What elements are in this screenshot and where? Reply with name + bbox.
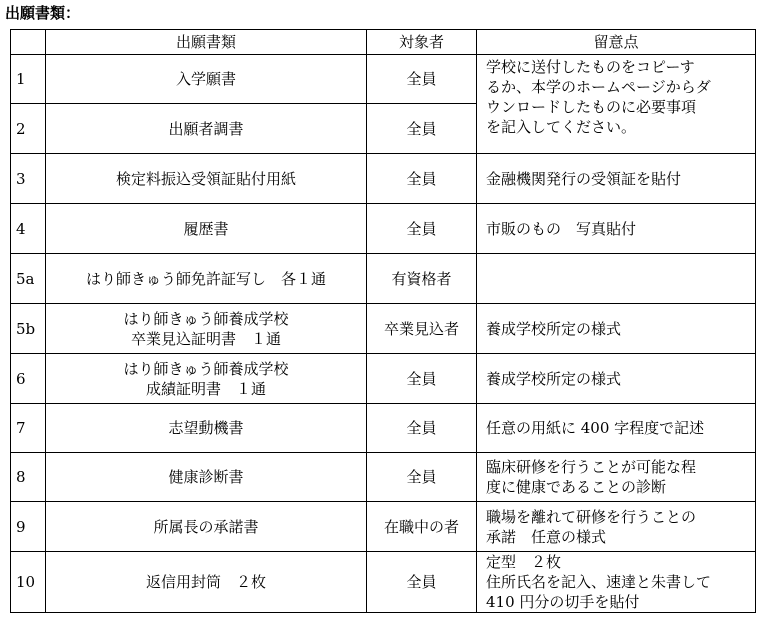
note-line: を記入してください。: [486, 118, 637, 136]
table-row: [11, 204, 756, 254]
document-name-line: 健康診断書: [168, 468, 244, 486]
row-number: 10: [11, 552, 46, 613]
note-line: 度に健康であることの診断: [486, 478, 667, 496]
section-title: 出願書類：: [5, 4, 81, 22]
document-name-line: はり師きゅう師養成学校: [123, 309, 289, 328]
application-documents-table: [10, 29, 756, 613]
row-number: 2: [11, 104, 46, 154]
note: [477, 354, 756, 404]
target-applicant: 全員: [367, 354, 477, 404]
target-applicant: 在職中の者: [367, 502, 477, 552]
header-number: [11, 30, 46, 55]
note-line: 市販のもの 写真貼付: [486, 219, 637, 238]
document-name: [46, 502, 367, 552]
target-applicant: 全員: [367, 55, 477, 104]
document-name-line: 入学願書: [175, 70, 236, 88]
table-row: [11, 502, 756, 552]
note: [477, 154, 756, 204]
table-header-row: [11, 30, 756, 55]
note-line: 養成学校所定の様式: [486, 319, 622, 338]
document-name-line: 返信用封筒 ２枚: [145, 573, 266, 591]
row-number: 8: [11, 453, 46, 502]
row-number: 5b: [11, 304, 46, 354]
document-name-line: 検定料振込受領証貼付用紙: [115, 169, 296, 188]
target-applicant: 卒業見込者: [367, 304, 477, 354]
target-applicant: 全員: [367, 552, 477, 613]
table-row: [11, 453, 756, 502]
row-number: 6: [11, 354, 46, 404]
table-row: [11, 404, 756, 453]
document-name: [46, 404, 367, 453]
row-number: 3: [11, 154, 46, 204]
table-row: [11, 552, 756, 613]
note-line: るか、本学のホームページからダ: [486, 78, 711, 96]
target-applicant: 全員: [367, 453, 477, 502]
table-row: [11, 254, 756, 304]
table-row: [11, 55, 756, 104]
table-row: [11, 354, 756, 404]
note-line: 学校に送付したものをコピーす: [486, 58, 695, 76]
row-number: 5a: [11, 254, 46, 304]
document-name-line: 出願者調書: [168, 119, 244, 138]
document-name: [46, 104, 367, 154]
row-number: 9: [11, 502, 46, 552]
table-row: [11, 154, 756, 204]
note-line: 職場を離れて研修を行うことの: [486, 507, 697, 526]
note-line: 住所氏名を記入、速達と朱書して: [486, 573, 712, 591]
row-number: 4: [11, 204, 46, 254]
note-line: 臨床研修を行うことが可能な程: [486, 458, 697, 476]
target-applicant: 全員: [367, 104, 477, 154]
note: [477, 502, 756, 552]
note-line: 410 円分の切手を貼付: [486, 593, 640, 611]
document-name: [46, 304, 367, 354]
document-name-line: 卒業見込証明書 １通: [130, 329, 281, 348]
header-note: 留意点: [477, 30, 756, 55]
document-name-line: 志望動機書: [168, 419, 244, 437]
row-number: 1: [11, 55, 46, 104]
document-name: [46, 55, 367, 104]
target-applicant: 全員: [367, 404, 477, 453]
note: [477, 304, 756, 354]
header-target: 対象者: [367, 30, 477, 55]
note-line: 任意の用紙に 400 字程度で記述: [486, 419, 705, 437]
document-name: [46, 453, 367, 502]
note: [477, 254, 756, 304]
target-applicant: 全員: [367, 204, 477, 254]
document-name: [46, 154, 367, 204]
document-name: [46, 254, 367, 304]
note-shared: [477, 55, 756, 154]
note: [477, 404, 756, 453]
note-line: 養成学校所定の様式: [486, 369, 622, 388]
document-name: [46, 204, 367, 254]
target-applicant: 全員: [367, 154, 477, 204]
note: [477, 552, 756, 613]
document-name-line: はり師きゅう師養成学校: [123, 359, 289, 378]
note: [477, 204, 756, 254]
document-name: [46, 552, 367, 613]
document-name-line: 履歴書: [183, 219, 229, 238]
document-name: [46, 354, 367, 404]
document-name-line: 所属長の承諾書: [153, 517, 259, 536]
note-line: 定型 ２枚: [486, 553, 562, 571]
document-name-line: はり師きゅう師免許証写し 各１通: [85, 269, 326, 288]
note-line: 金融機関発行の受領証を貼付: [486, 169, 682, 188]
target-applicant: 有資格者: [367, 254, 477, 304]
row-number: 7: [11, 404, 46, 453]
document-name-line: 成績証明書 １通: [145, 379, 266, 398]
note-line: 承諾 任意の様式: [486, 527, 607, 546]
note: [477, 453, 756, 502]
note-line: ウンロードしたものに必要事項: [486, 98, 697, 116]
header-document: 出願書類: [46, 30, 367, 55]
table-row: [11, 304, 756, 354]
